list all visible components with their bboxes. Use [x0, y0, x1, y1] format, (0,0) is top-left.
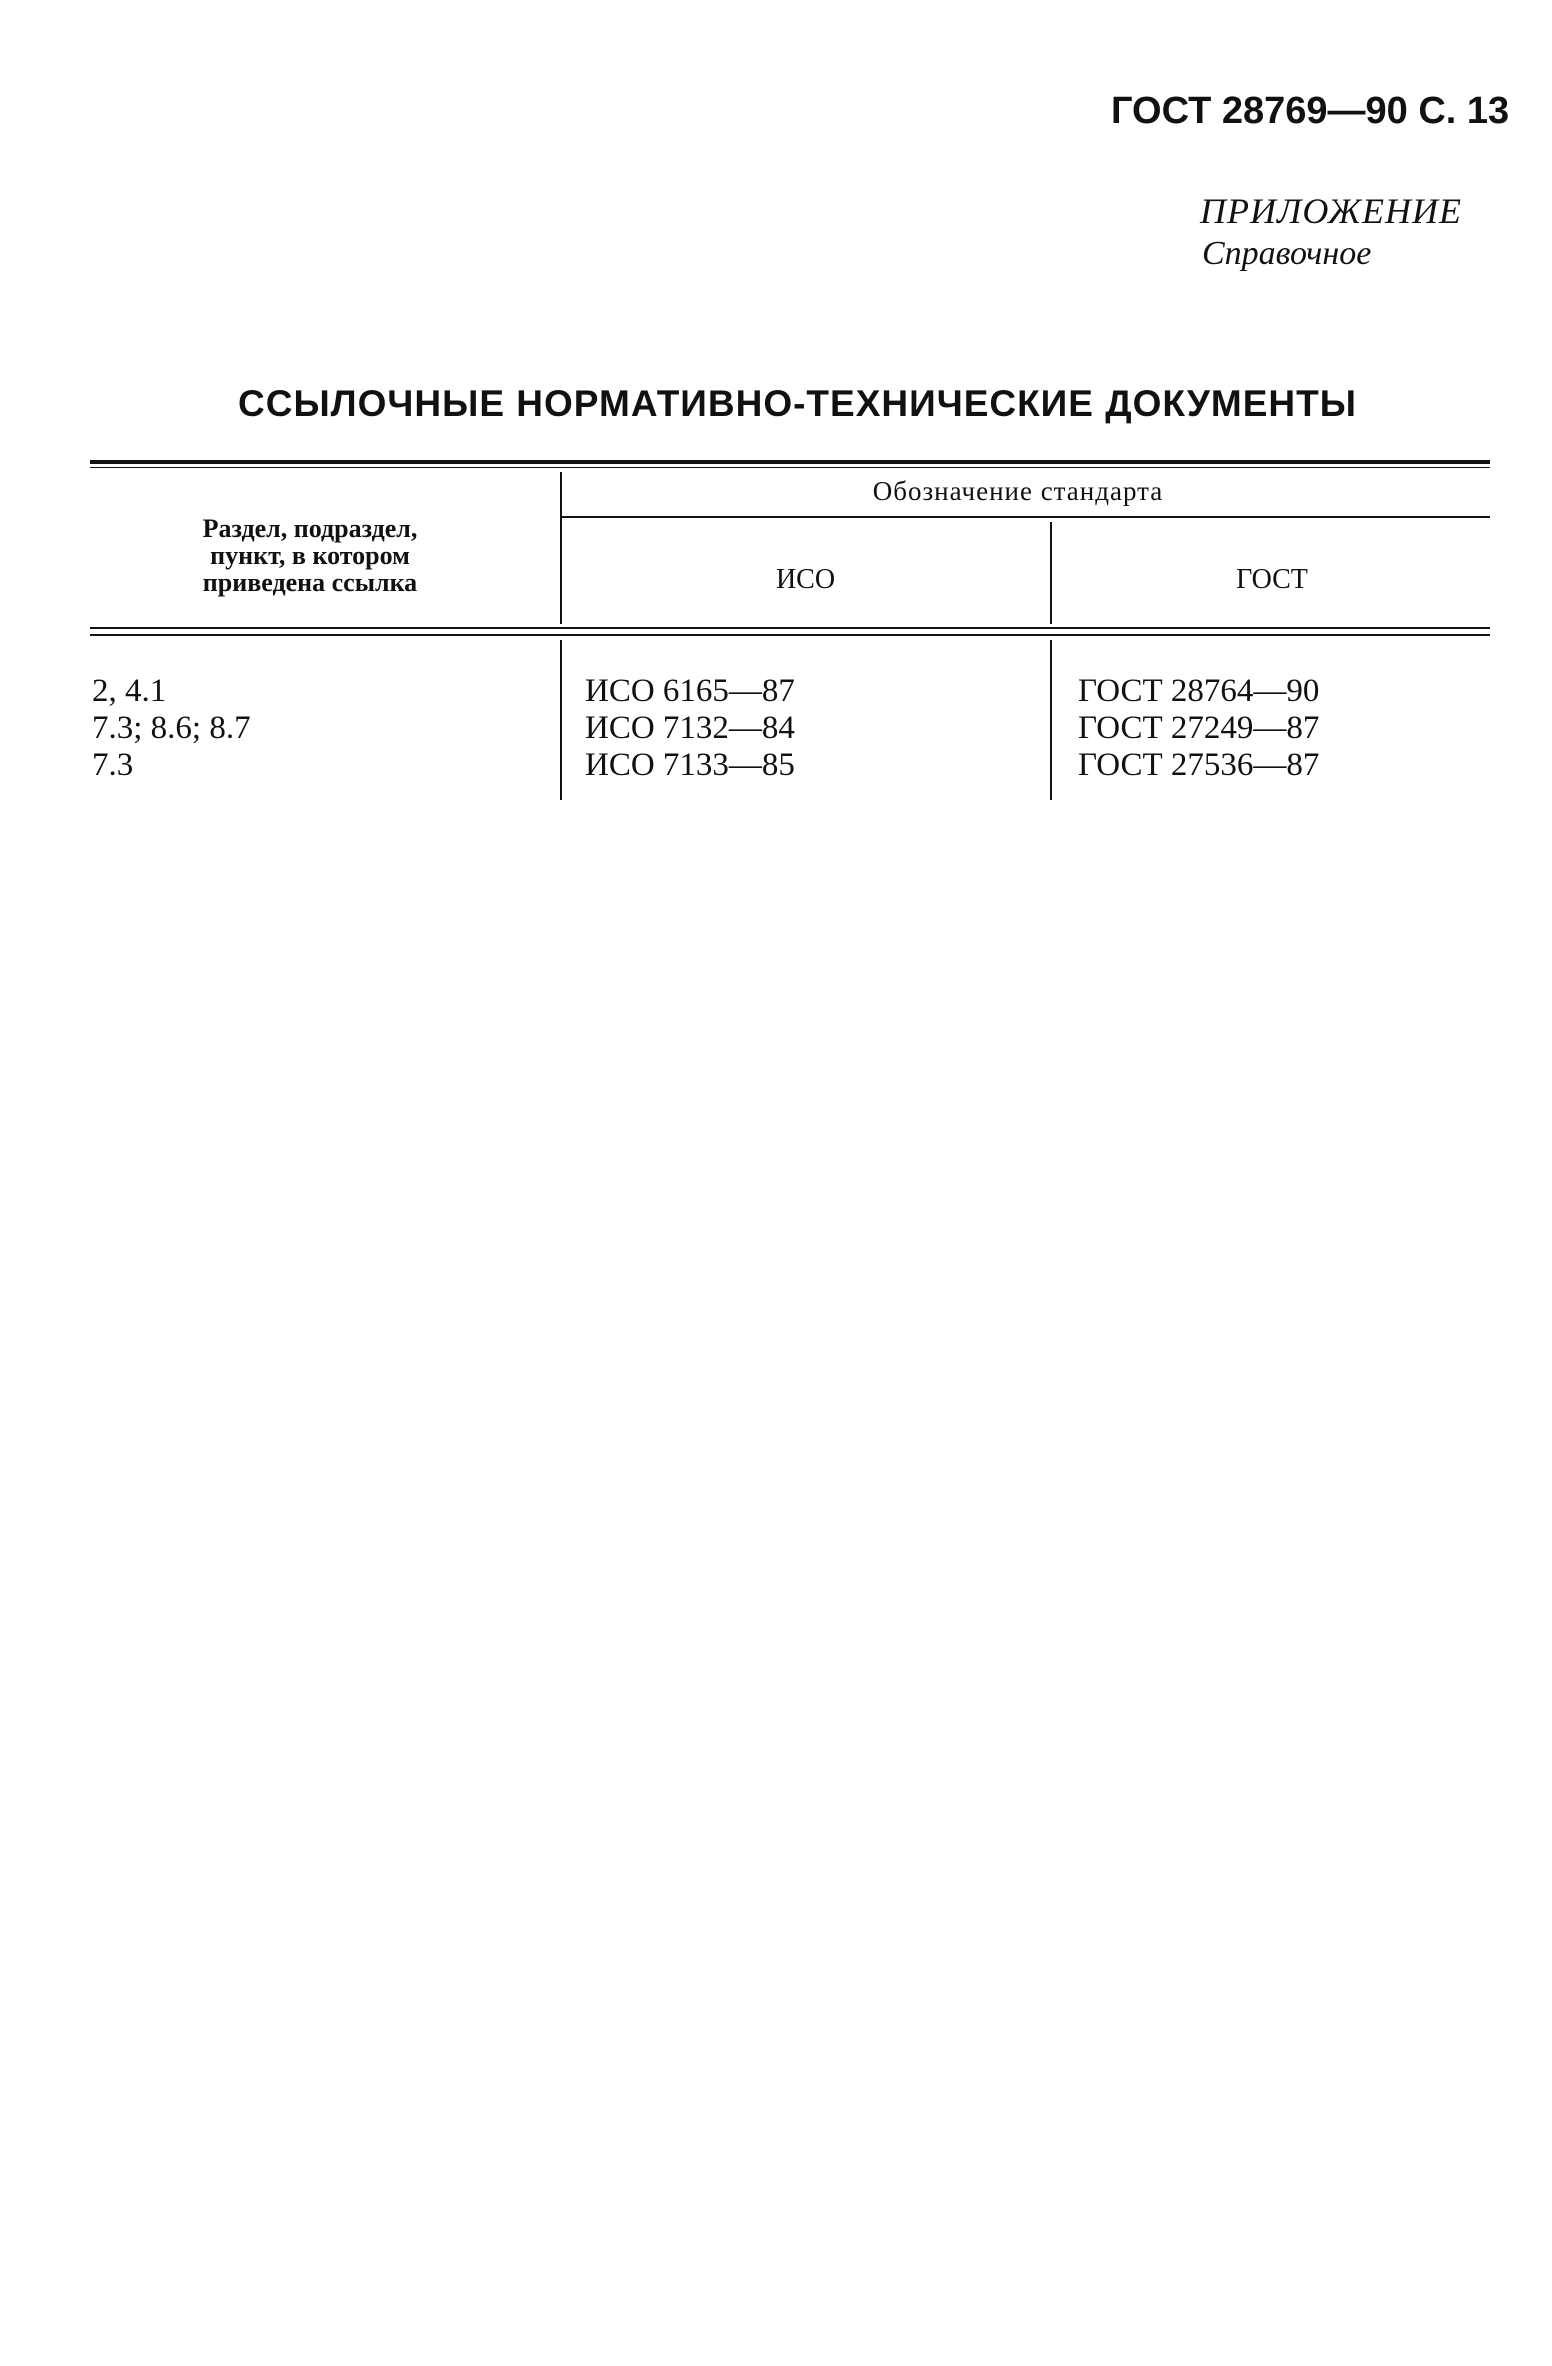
body-separator-middle — [1050, 640, 1052, 800]
table-cell-iso: ИСО 7133—85 — [585, 747, 795, 783]
header-separator-left — [560, 472, 562, 624]
header-gost: ГОСТ — [1236, 564, 1308, 595]
header-section-reference — [110, 515, 510, 596]
header-iso: ИСО — [775, 564, 836, 595]
table-cell-section: 7.3 — [92, 747, 134, 783]
table-top-rule-thin — [90, 467, 1490, 468]
table-cell-gost: ГОСТ 27249—87 — [1078, 710, 1320, 746]
table-cell-gost: ГОСТ 28764—90 — [1078, 673, 1320, 709]
table-cell-iso: ИСО 7132—84 — [585, 710, 795, 746]
document-title: ССЫЛОЧНЫЕ НОРМАТИВНО-ТЕХНИЧЕСКИЕ ДОКУМЕНТЫ — [238, 383, 1357, 424]
appendix-label: ПРИЛОЖЕНИЕ — [1200, 191, 1462, 231]
column-gost — [1078, 673, 1319, 784]
header-group-rule — [562, 516, 1490, 518]
table-cell-iso: ИСО 6165—87 — [585, 673, 795, 709]
header-bottom-rule-second — [90, 634, 1490, 636]
header-standard-designation: Обозначение стандарта — [872, 476, 1164, 506]
header-section-line: Раздел, подраздел, — [202, 514, 418, 543]
table-cell-section: 2, 4.1 — [92, 673, 167, 709]
table-top-rule — [90, 460, 1490, 464]
column-section — [92, 673, 251, 784]
header-bottom-rule — [90, 627, 1490, 629]
page-header: ГОСТ 28769—90 С. 13 — [1111, 90, 1510, 132]
column-iso — [585, 673, 795, 784]
header-section-line: приведена ссылка — [202, 568, 418, 597]
header-section-line: пункт, в котором — [210, 541, 410, 570]
table-cell-section: 7.3; 8.6; 8.7 — [92, 710, 251, 746]
table-cell-gost: ГОСТ 27536—87 — [1078, 747, 1320, 783]
appendix-type: Справочное — [1202, 235, 1372, 272]
body-separator-left — [560, 640, 562, 800]
